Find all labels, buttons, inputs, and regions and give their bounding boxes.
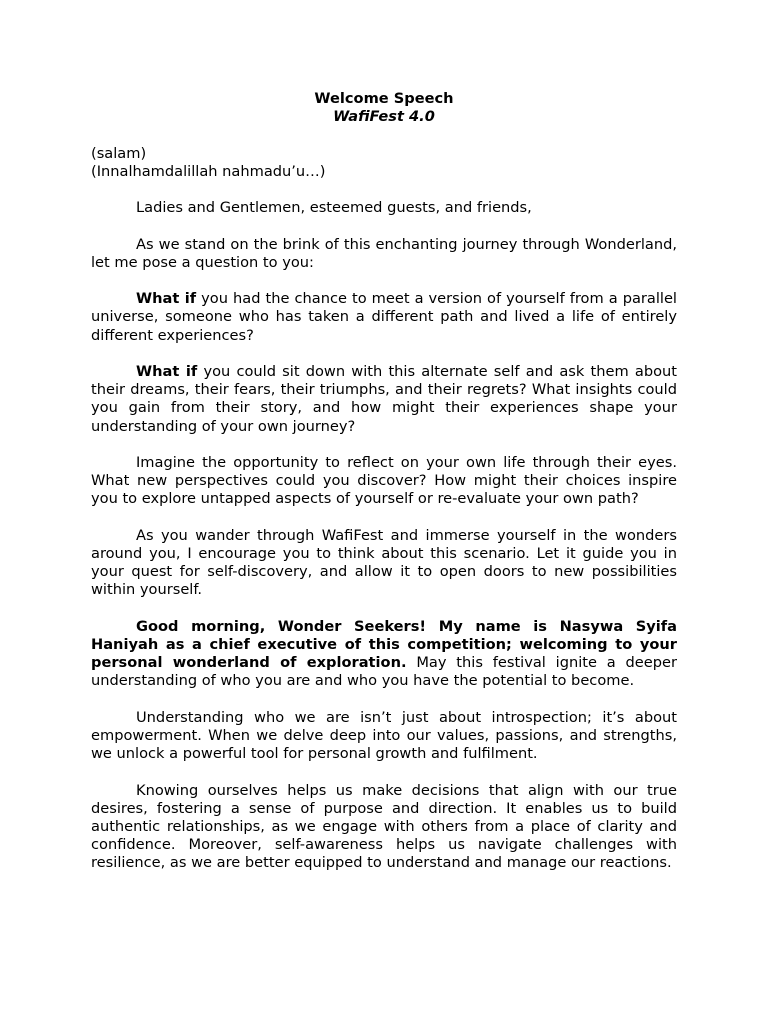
- journey-paragraph: As we stand on the brink of this enchanting journey through Wonderland, let me pose a question to you:: [91, 235, 677, 271]
- spacer: [91, 345, 677, 363]
- spacer: [91, 126, 677, 144]
- spacer: [91, 217, 677, 235]
- what-if-text-1: you had the chance to meet a version of yourself from a parallel universe, someone who has taken a different path and lived a life of entirely different experiences?: [91, 290, 677, 344]
- understanding-paragraph: Understanding who we are isn’t just about introspection; it’s about empowerment. When we delve deep into our values, passions, and strengths, we unlock a powerful tool for personal growth and fulfilment.: [91, 708, 677, 763]
- document-title: Welcome Speech: [314, 90, 454, 107]
- spacer: [91, 691, 677, 709]
- spacer: [91, 509, 677, 527]
- wander-paragraph: As you wander through WafiFest and immerse yourself in the wonders around you, I encourage you to think about this scenario. Let it guide you in your quest for self-discovery, and allow it to open doors to new possibilities within yourself.: [91, 526, 677, 599]
- spacer: [91, 272, 677, 290]
- opening-salam: (salam): [91, 144, 147, 162]
- good-morning-bold-text: Good morning, Wonder Seekers! My name is Nasywa Syifa Haniyah as a chief executive of this competition; welcoming to your personal wonderland of exploration.: [91, 617, 677, 672]
- what-if-text-2: you could sit down with this alternate self and ask them about their dreams, their fears, their triumphs, and their regrets? What insights could you gain from their story, and how might their experiences shape your understanding of your own journey?: [91, 362, 678, 435]
- spacer: [91, 436, 677, 454]
- knowing-paragraph: Knowing ourselves helps us make decisions that align with our true desires, fostering a sense of purpose and direction. It enables us to build authentic relationships, as we engage with others from a place of clarity and confidence. Moreover, self-awareness helps us navigate challenges with resilience, as we are better equipped to understand and manage our reactions.: [91, 781, 677, 872]
- what-if-paragraph-2: [91, 363, 677, 436]
- what-if-lead-1: What if: [136, 290, 197, 308]
- imagine-paragraph: Imagine the opportunity to reflect on your own life through their eyes. What new perspectives could you discover? How might their choices inspire you to explore untapped aspects of yourself or re-evaluate your own path?: [91, 453, 677, 508]
- greeting-paragraph: Ladies and Gentlemen, esteemed guests, and friends,: [136, 199, 532, 217]
- good-morning-text: May this festival ignite a deeper understanding of who you are and who you have the potential to become.: [91, 654, 677, 690]
- what-if-paragraph-1: [91, 290, 677, 345]
- spacer: [91, 181, 677, 199]
- spacer: [91, 763, 677, 781]
- good-morning-paragraph: [91, 618, 677, 691]
- document-subtitle: WafiFest 4.0: [333, 108, 435, 126]
- spacer: [91, 600, 677, 618]
- opening-hamdalah: (Innalhamdalillah nahmadu’u…): [91, 162, 326, 180]
- what-if-lead-2: What if: [136, 362, 198, 380]
- document-page: [91, 90, 677, 873]
